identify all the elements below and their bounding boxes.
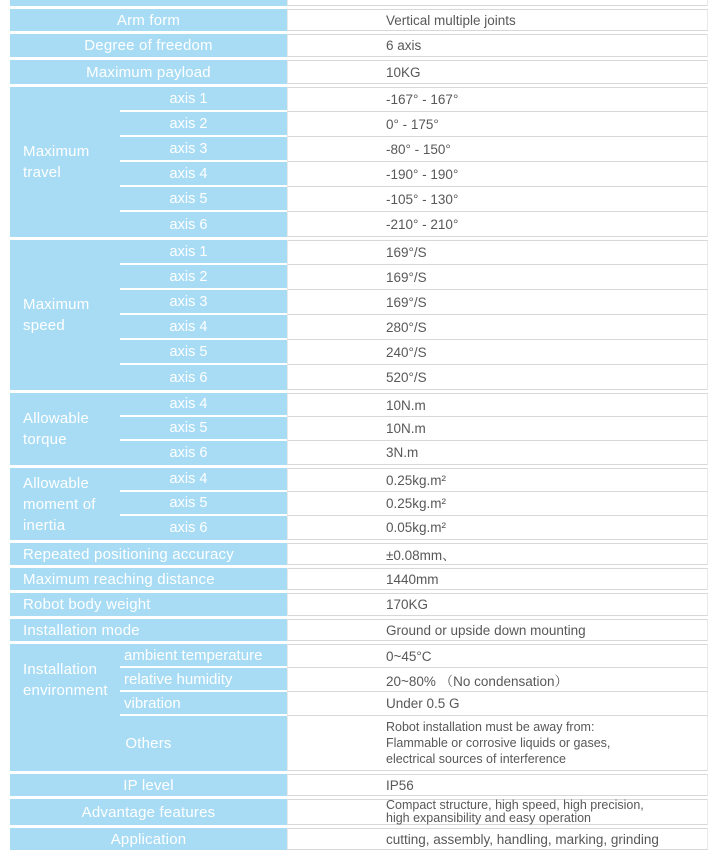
spec-row-robot-body-weight [10,593,708,616]
sub-row-value [287,187,708,212]
value-text: 169°/S [386,269,427,285]
sub-row-label-text: axis 5 [169,495,208,511]
sub-row-value [287,112,708,137]
sub-row-axis-3 [120,137,708,162]
group-label-text: Allowable moment of inertia [23,474,96,534]
sub-row-label [120,393,287,417]
sub-row-axis-6 [120,441,708,465]
sub-row-label [120,112,287,137]
spec-row-installation-mode [10,619,708,641]
value-text: 0~45°C [386,648,432,664]
value-text: -190° - 190° [386,166,459,182]
value-text: 169°/S [386,245,427,260]
row-label [10,828,287,850]
value-text: -167° - 167° [386,92,459,107]
sub-row-label [120,162,287,187]
row-label [10,619,287,641]
row-label [10,34,287,57]
row-label [10,716,287,771]
row-value [287,593,708,616]
row-label-text: Advantage features [81,803,216,821]
group-label-text: Maximum speed [23,296,90,334]
sub-row-label-text: axis 5 [169,343,208,360]
sub-row-label [120,692,287,716]
sub-row-label-text: axis 1 [169,90,208,107]
value-text: 10N.m [386,421,426,436]
sub-row-value [287,340,708,365]
value-line: high expansibility and easy operation [386,811,591,825]
value-text: ±0.08mm、 [386,548,456,563]
value-text: 0.05kg.m² [386,520,447,535]
spec-row-stub [10,0,708,6]
row-value [287,716,708,771]
value-text: Ground or upside down mounting [386,622,586,638]
value-text: 0.25kg.m² [386,472,447,488]
row-label [10,9,287,31]
sub-row-label-text: axis 6 [169,369,208,386]
sub-row-axis-1 [120,87,708,112]
sub-row-value [287,212,708,237]
sub-row-label [120,212,287,237]
sub-row-label-text: axis 2 [169,115,208,132]
value-text: 240°/S [386,344,427,360]
spec-group-installation-environment [10,644,708,716]
spec-row-advantage-features [10,799,708,825]
spec-row-repeated-positioning-accuracy [10,543,708,565]
row-value [287,568,708,590]
sub-row-label [120,468,287,492]
value-text: -80° - 150° [386,141,451,157]
value-text: 170KG [386,597,429,612]
group-label [10,468,120,540]
sub-row-relative-humidity [120,668,708,692]
group-label [10,644,120,716]
sub-row-label [120,644,287,668]
sub-row-label-text: axis 4 [169,396,208,412]
sub-row-axis-3 [120,290,708,315]
row-label-text: Arm form [116,11,181,29]
row-label-text: IP level [123,776,174,794]
sub-row-value [287,265,708,290]
value-text: 10KG [386,64,421,80]
sub-row-label-text: axis 6 [169,520,208,536]
spec-group-allowable-moment-of-inertia [10,468,708,540]
value-text: cutting, assembly, handling, marking, grinding [386,831,659,847]
sub-row-label-text: axis 5 [169,190,208,207]
sub-row-value [287,492,708,516]
sub-row-label-text: ambient temperature [124,646,263,664]
sub-row-label-text: axis 1 [169,243,208,260]
robot-spec-table [10,0,708,853]
sub-row-axis-6 [120,212,708,237]
sub-row-label-text: axis 4 [169,165,208,182]
row-value [287,799,708,825]
row-value [287,9,708,31]
sub-row-value [287,162,708,187]
sub-row-label [120,290,287,315]
sub-row-axis-6 [120,516,708,540]
sub-row-axis-2 [120,112,708,137]
group-subrows [120,393,708,465]
value-text: IP56 [386,777,414,793]
sub-row-value [287,441,708,465]
row-value [287,543,708,565]
sub-row-value [287,644,708,668]
sub-row-ambient-temperature [120,644,708,668]
row-value [287,828,708,850]
sub-row-axis-5 [120,187,708,212]
sub-row-axis-1 [120,240,708,265]
group-subrows [120,240,708,390]
group-subrows [120,87,708,237]
sub-row-axis-4 [120,393,708,417]
row-value [287,774,708,796]
row-label-text: Robot body weight [23,596,151,613]
value-line: Flammable or corrosive liquids or gases, [386,736,611,750]
value-text: 3N.m [386,445,419,460]
sub-row-value [287,87,708,112]
spec-row-maximum-reaching-distance [10,568,708,590]
row-label-text: Repeated positioning accuracy [23,545,234,563]
sub-row-label [120,240,287,265]
sub-row-label-text: relative humidity [124,670,233,688]
sub-row-axis-5 [120,492,708,516]
sub-row-label [120,441,287,465]
sub-row-label-text: axis 6 [169,445,208,461]
sub-row-label [120,87,287,112]
sub-row-label [120,492,287,516]
sub-row-axis-5 [120,340,708,365]
sub-row-label-text: axis 2 [169,268,208,285]
sub-row-value [287,240,708,265]
sub-row-axis-2 [120,265,708,290]
sub-row-label [120,668,287,692]
sub-row-value [287,668,708,692]
spec-row-maximum-payload [10,60,708,84]
row-label [10,568,287,590]
row-value [287,619,708,641]
row-label [10,799,287,825]
spec-row-ip-level [10,774,708,796]
sub-row-label [120,417,287,441]
row-label [10,60,287,84]
group-label-text: Maximum travel [23,143,90,181]
sub-row-label [120,365,287,390]
spec-group-maximum-speed [10,240,708,390]
spec-group-maximum-travel [10,87,708,237]
spec-row-application [10,828,708,850]
sub-row-value [287,290,708,315]
group-subrows [120,468,708,540]
row-label [10,593,287,616]
value-text: 520°/S [386,369,427,385]
value-line: Robot installation must be away from: [386,720,595,734]
row-label-text: Degree of freedom [84,37,213,54]
value-text: 1440mm [386,571,439,587]
sub-row-label [120,340,287,365]
value-text: -210° - 210° [386,216,459,232]
sub-row-label [120,516,287,540]
sub-row-label-text: vibration [124,694,181,712]
sub-row-label-text: axis 4 [169,318,208,335]
sub-row-label [120,187,287,212]
spec-row-degree-of-freedom [10,34,708,57]
sub-row-axis-5 [120,417,708,441]
value-text: 20~80% （No condensation） [386,673,568,689]
value-text: Vertical multiple joints [386,12,516,28]
spec-group-allowable-torque [10,393,708,465]
value-line: electrical sources of interference [386,752,566,766]
sub-row-label [120,265,287,290]
row-label [10,774,287,796]
value-text: 0° - 175° [386,116,439,132]
group-label [10,87,120,237]
row-label-text: Application [110,830,187,848]
sub-row-value [287,692,708,716]
sub-row-value [287,365,708,390]
sub-row-value [287,393,708,417]
row-label-text: Maximum reaching distance [23,570,215,588]
group-label-text: Allowable torque [23,410,90,448]
value-text: 280°/S [386,319,427,335]
sub-row-axis-4 [120,162,708,187]
value-text: 6 axis [386,38,422,53]
sub-row-value [287,468,708,492]
sub-row-value [287,516,708,540]
sub-row-value [287,315,708,340]
row-value [287,60,708,84]
sub-row-value [287,417,708,441]
row-label-text: Installation mode [23,621,140,639]
sub-row-label [120,315,287,340]
value-text: 0.25kg.m² [386,496,447,511]
group-label [10,393,120,465]
group-label-text: Installation environment [23,661,108,699]
value-text: 10N.m [386,397,426,413]
value-text: Under 0.5 G [386,696,460,711]
sub-row-axis-4 [120,315,708,340]
row-value-stub [287,0,708,6]
spec-row-others [10,716,708,771]
group-label [10,240,120,390]
row-label-stub [10,0,287,6]
value-line: Compact structure, high speed, high precision, [386,798,644,812]
row-value [287,34,708,57]
sub-row-label-text: axis 3 [169,293,208,310]
spec-row-arm-form [10,9,708,31]
group-subrows [120,644,708,716]
row-label [10,543,287,565]
sub-row-label [120,137,287,162]
sub-row-label-text: axis 4 [169,471,208,487]
sub-row-label-text: axis 5 [169,420,208,436]
sub-row-vibration [120,692,708,716]
value-text: -105° - 130° [386,191,459,207]
row-label-text: Others [125,735,172,752]
sub-row-label-text: axis 3 [169,140,208,157]
value-text: 169°/S [386,294,427,310]
row-label-text: Maximum payload [86,63,211,81]
sub-row-value [287,137,708,162]
sub-row-axis-4 [120,468,708,492]
sub-row-axis-6 [120,365,708,390]
sub-row-label-text: axis 6 [169,216,208,233]
